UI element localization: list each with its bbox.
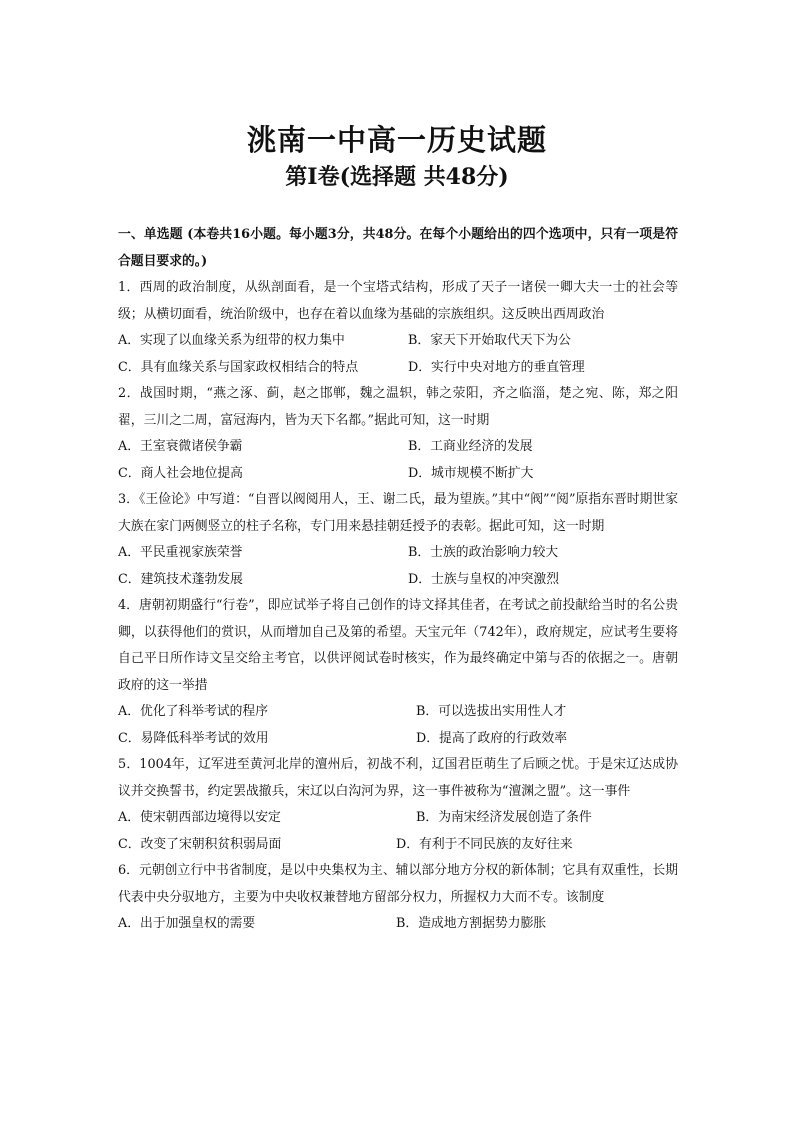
option-b: B．可以选拔出实用性人才 [416, 704, 567, 719]
option-a: A．使宋朝西部边境得以安定 [118, 810, 281, 825]
option-c: C．易降低科举考试的效用 [118, 730, 269, 746]
option-b: B．家天下开始取代天下为公 [408, 333, 571, 348]
question-4 [118, 593, 678, 752]
question-3 [118, 487, 678, 593]
question-1 [118, 275, 678, 381]
exam-subtitle: 第Ⅰ卷(选择题 共48分) [285, 164, 509, 190]
question-stem: 4．唐朝初期盛行“行卷”，即应试举子将自己创作的诗文择其佳者，在考试之前投献给当时的名公贵卿，以获得他们的赏识，从而增加自己及第的希望。天宝元年（742年），政府规定，应试考生要将自己平日所作诗文呈交给主考官，以供评阅试卷时核实，作为最终确定中第与否的依据之一。唐朝政府的这一举措 [118, 598, 678, 693]
option-b: B．为南宋经济发展创造了条件 [416, 810, 592, 825]
option-a: A．平民重视家族荣誉 [118, 545, 243, 560]
options [118, 805, 678, 858]
option-a: A．优化了科举考试的程序 [118, 704, 269, 719]
option-d: D．城市规模不断扩大 [408, 465, 534, 481]
question-stem: 6．元朝创立行中书省制度，是以中央集权为主、辅以部分地方分权的新体制；它具有双重性，长期代表中央分驭地方，主要为中央收权兼替地方留部分权力，所握权力大而不专。该制度 [118, 863, 678, 905]
option-a: A．实现了以血缘关系为纽带的权力集中 [118, 333, 345, 348]
option-a: A．王室衰微诸侯争霸 [118, 439, 243, 454]
question-5 [118, 752, 678, 858]
option-c: C．具有血缘关系与国家政权相结合的特点 [118, 359, 359, 375]
options [118, 328, 678, 381]
question-stem: 2．战国时期，“燕之涿、蓟，赵之邯郸，魏之温轵，韩之荥阳，齐之临淄，楚之宛、陈，郑之阳翟，三川之二周，富冠海内，皆为天下名都。”据此可知，这一时期 [118, 386, 678, 428]
exam-title: 洮南一中高一历史试题 [246, 123, 547, 157]
option-d: D．实行中央对地方的垂直管理 [408, 359, 585, 375]
option-c: C．商人社会地位提高 [118, 465, 243, 481]
options [118, 434, 678, 487]
question-2 [118, 381, 678, 487]
option-a: A．出于加强皇权的需要 [118, 916, 256, 931]
option-c: C．建筑技术蓬勃发展 [118, 571, 243, 587]
question-stem: 5．1004年，辽军进至黄河北岸的澶州后，初战不利，辽国君臣萌生了后顾之忧。于是宋辽达成协议并交换誓书，约定罢战撤兵，宋辽以白沟河为界，这一事件被称为“澶渊之盟”。这一事件 [118, 757, 678, 799]
option-b: B．工商业经济的发展 [408, 439, 533, 454]
options [118, 911, 678, 938]
option-c: C．改变了宋朝积贫积弱局面 [118, 836, 282, 852]
option-d: D．有利于不同民族的友好往来 [396, 836, 573, 852]
section-header: 一、单选题 (本卷共16小题。每小题3分，共48分。在每个小题给出的四个选项中，只有一项是符合题目要求的。) [118, 227, 678, 269]
question-stem: 1．西周的政治制度，从纵剖面看，是一个宝塔式结构，形成了天子一诸侯一卿大夫一士的社会等级；从横切面看，统治阶级中，也存在着以血缘为基础的宗族组织。这反映出西周政治 [118, 280, 678, 322]
question-stem: 3．《王俭论》中写道：“自晋以阀阅用人，王、谢二氏，最为望族。”其中“阀”“阅”原指东晋时期世家大族在家门两侧竖立的柱子名称，专门用来悬挂朝廷授予的表彰。据此可知，这一时期 [118, 492, 678, 534]
options [118, 699, 678, 752]
options [118, 540, 678, 593]
exam-content [118, 222, 678, 938]
option-b: B．造成地方割据势力膨胀 [396, 916, 547, 931]
option-b: B．士族的政治影响力较大 [408, 545, 559, 560]
question-6 [118, 858, 678, 938]
option-d: D．士族与皇权的冲突激烈 [408, 571, 560, 587]
option-d: D．提高了政府的行政效率 [416, 730, 568, 746]
